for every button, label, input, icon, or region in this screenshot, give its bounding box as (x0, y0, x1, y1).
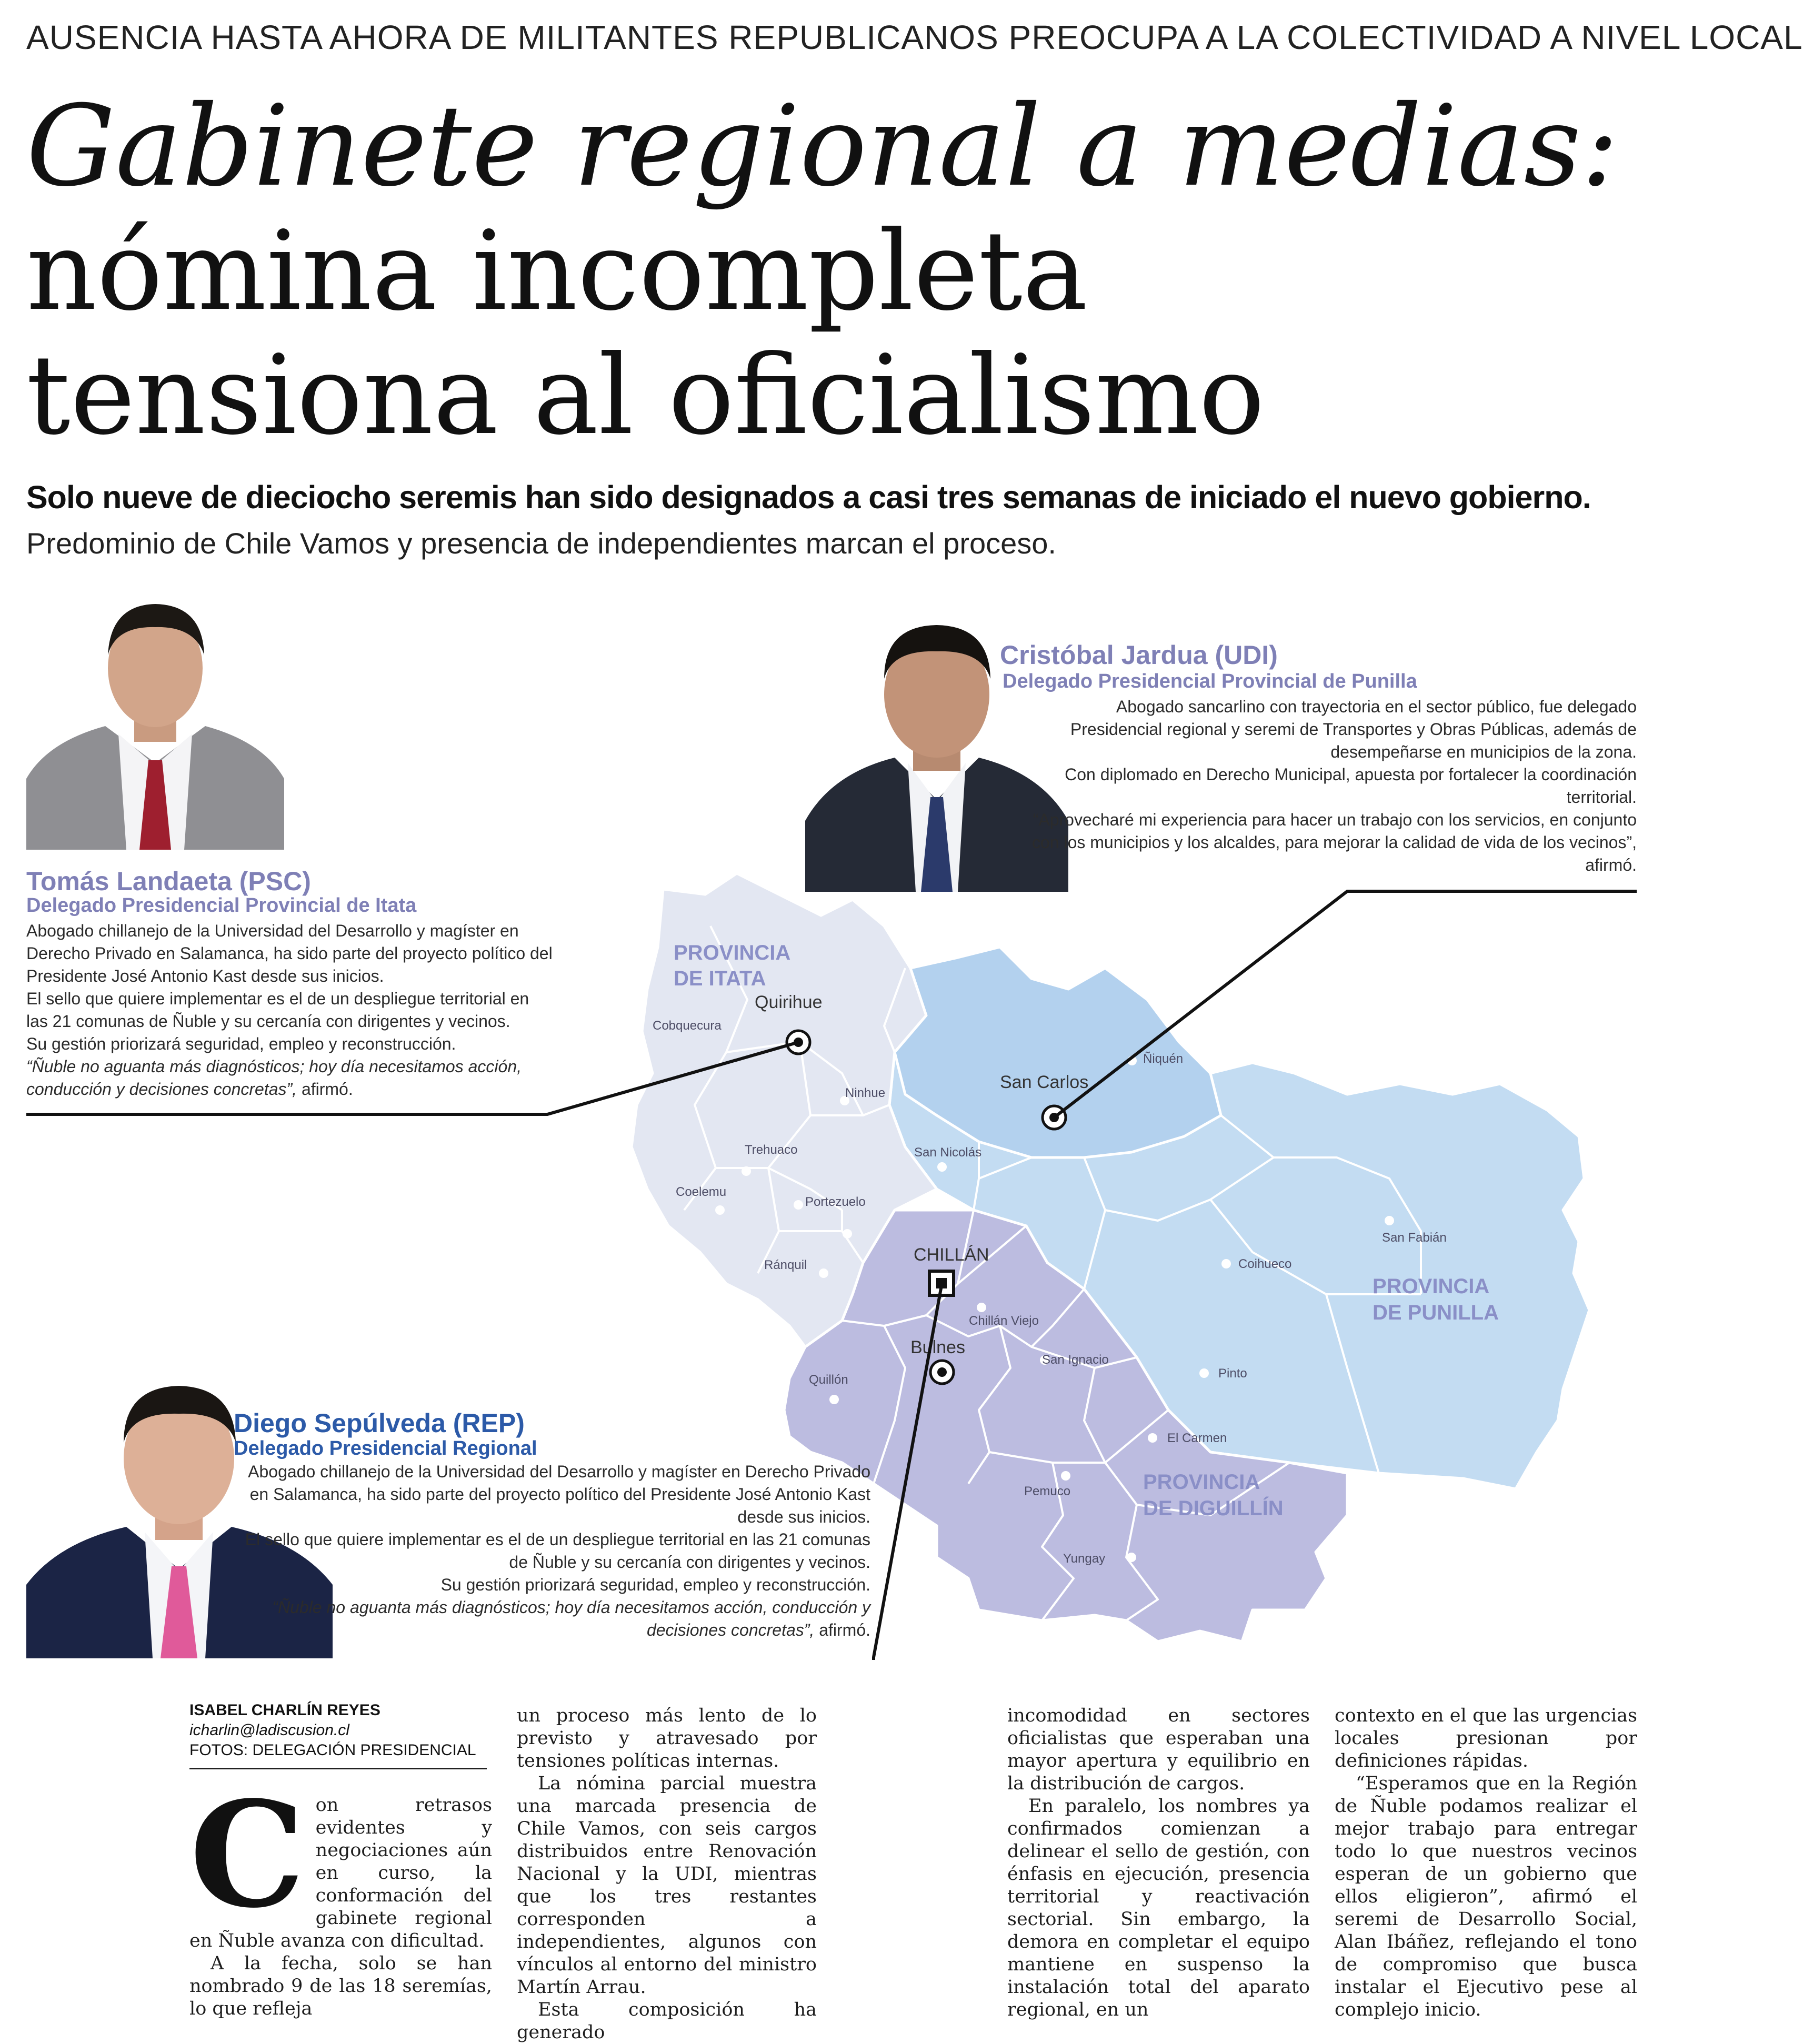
kicker: AUSENCIA HASTA AHORA DE MILITANTES REPUBLICANOS PREOCUPA A LA COLECTIVIDAD A NIVEL LOCAL (26, 18, 1803, 56)
article-col4-p1: contexto en el que las urgencias locales presionan por definiciones rápidas. (1335, 1705, 1637, 1771)
drop-cap: C (189, 1770, 305, 1940)
article-column-1 (189, 1770, 492, 2020)
sepulveda-quote-tail: afirmó. (814, 1620, 870, 1639)
article-col4-p2: “Esperamos que en la Región de Ñuble podamos realizar el mejor trabajo para entregar todo lo que nuestros vecinos esperan de un gobierno que ellos eligieron”, afirmó el seremi de Desarrollo Social, Alan Ibáñez, reflejando el tono de compromiso que busca instalar el Ejecutivo pese al complejo inicio. (1335, 1773, 1637, 2020)
article-col1-lead: on retrasos evidentes y negociaciones aún en curso, la conformación del gabinete regional en Ñuble avanza con dificultad. (189, 1795, 492, 1951)
headline-line-1: Gabinete regional a medias: (26, 81, 1619, 211)
article-column-4 (1335, 1705, 1637, 2021)
diguillin-label-2: DE DIGUILLÍN (1143, 1497, 1284, 1520)
lead-bold: Solo nueve de dieciocho seremis han sido designados a casi tres semanas de iniciado el nuevo gobierno. (26, 479, 1591, 515)
article-column-2 (517, 1705, 817, 2044)
landaeta-bio (26, 920, 553, 1101)
label-san-ignacio: San Ignacio (1042, 1353, 1109, 1367)
article-col2-p3: Esta composición ha generado (517, 1999, 817, 2043)
byline-photos: FOTOS: DELEGACIÓN PRESIDENCIAL (189, 1741, 476, 1759)
landaeta-bio-3: Su gestión priorizará seguridad, empleo y reconstrucción. (26, 1034, 456, 1053)
jardua-bio-1: Abogado sancarlino con trayectoria en el sector público, fue delegado Presidencial regional y seremi de Transportes y Obras Públicas, además de desempeñarse en municipios de la zona. (1070, 697, 1637, 761)
byline-rule (189, 1768, 487, 1769)
label-bulnes: Bulnes (910, 1337, 965, 1357)
label-pinto: Pinto (1218, 1366, 1247, 1381)
label-san-nicolas: San Nicolás (914, 1145, 982, 1160)
headline-line-3: tensiona al oficialismo (26, 332, 1265, 459)
jardua-name: Cristóbal Jardua (UDI) (1000, 640, 1278, 670)
byline-email: icharlin@ladiscusion.cl (189, 1721, 349, 1739)
label-chillan: CHILLÁN (914, 1245, 989, 1265)
jardua-bio-2: Con diplomado en Derecho Municipal, apuesta por fortalecer la coordinación territorial. (1065, 765, 1637, 807)
article-col3-p2: En paralelo, los nombres ya confirmados comienzan a delinear el sello de gestión, con énfasis en ejecución, presencia territorial y reactivación sectorial. Sin embargo, la demora en completar el equipo mantiene en suspenso la instalación total del aparato regional, en un (1007, 1796, 1310, 2020)
article-col2-p1: un proceso más lento de lo previsto y atravesado por tensiones políticas internas. (517, 1705, 817, 1771)
label-niquen: Ñiquén (1143, 1052, 1184, 1066)
jardua-role: Delegado Presidencial Provincial de Punilla (1003, 670, 1417, 692)
lead-regular: Predominio de Chile Vamos y presencia de independientes marcan el proceso. (26, 527, 1056, 560)
label-san-carlos: San Carlos (1000, 1072, 1089, 1092)
label-quillon: Quillón (809, 1373, 848, 1387)
sepulveda-bio-3: Su gestión priorizará seguridad, empleo y reconstrucción. (440, 1575, 870, 1594)
headline-line-2: nómina incompleta (26, 208, 1088, 335)
label-yungay: Yungay (1063, 1552, 1106, 1566)
label-ninhue: Ninhue (845, 1086, 886, 1100)
article-col2-p2: La nómina parcial muestra una marcada presencia de Chile Vamos, con seis cargos distribuidos entre Renovación Nacional y la UDI, mientras que los tres restantes corresponden a independientes, algunos con vínculos al entorno del ministro Martín Arrau. (517, 1773, 817, 1998)
label-quirihue: Quirihue (755, 992, 823, 1012)
landaeta-role: Delegado Presidencial Provincial de Itata (26, 894, 417, 917)
itata-label-2: DE ITATA (674, 967, 766, 990)
sepulveda-quote: “Ñuble no aguanta más diagnósticos; hoy día necesitamos acción, conducción y decisiones concretas”, (272, 1598, 870, 1639)
article-column-3 (1007, 1705, 1310, 2021)
label-trehuaco: Trehuaco (745, 1143, 798, 1157)
sepulveda-bio (234, 1461, 870, 1642)
photo-tomas-landaeta (26, 584, 284, 850)
label-coelemu: Coelemu (676, 1185, 727, 1199)
article-col3-p1: incomodidad en sectores oficialistas que esperaban una mayor apertura y equilibrio en la distribución de cargos. (1007, 1705, 1310, 1794)
sepulveda-bio-1: Abogado chillanejo de la Universidad del Desarrollo y magíster en Derecho Privado en Salamanca, ha sido parte del proyecto político del Presidente José Antonio Kast desde sus inicios. (248, 1462, 870, 1526)
landaeta-quote-tail: afirmó. (297, 1080, 353, 1099)
byline (189, 1700, 476, 1760)
diguillin-label-1: PROVINCIA (1143, 1471, 1260, 1494)
landaeta-name: Tomás Landaeta (PSC) (26, 867, 311, 896)
label-coihueco: Coihueco (1238, 1257, 1292, 1271)
jardua-bio-3: “Aprovecharé mi experiencia para hacer un trabajo con los servicios, en conjunto con los municipios y los alcaldes, para mejorar la calidad de vida de los vecinos”, afirmó. (1031, 810, 1637, 874)
label-portezuelo: Portezuelo (805, 1195, 866, 1209)
punilla-label-1: PROVINCIA (1373, 1275, 1490, 1298)
landaeta-bio-1: Abogado chillanejo de la Universidad del Desarrollo y magíster en Derecho Privado en Salamanca, ha sido parte del proyecto político del Presidente José Antonio Kast desde sus inicios. (26, 921, 553, 985)
landaeta-quote: “Ñuble no aguanta más diagnósticos; hoy día necesitamos acción, conducción y decisiones concretas”, (26, 1057, 522, 1099)
label-el-carmen: El Carmen (1167, 1431, 1227, 1445)
sepulveda-bio-2: El sello que quiere implementar es el de un despliegue territorial en las 21 comunas de Ñuble y su cercanía con dirigentes y vecinos. (245, 1530, 870, 1572)
sepulveda-name: Diego Sepúlveda (REP) (234, 1408, 525, 1438)
jardua-bio (1031, 696, 1637, 877)
label-cobquecura: Cobquecura (653, 1019, 722, 1033)
itata-label-1: PROVINCIA (674, 941, 791, 964)
label-chillan-viejo: Chillán Viejo (969, 1314, 1039, 1328)
punilla-label-2: DE PUNILLA (1373, 1301, 1499, 1324)
sepulveda-role: Delegado Presidencial Regional (234, 1437, 537, 1459)
label-san-fabian: San Fabián (1382, 1231, 1447, 1245)
label-ranquil: Ránquil (764, 1258, 807, 1272)
bulnes-marker (930, 1361, 954, 1384)
landaeta-bio-2: El sello que quiere implementar es el de un despliegue territorial en las 21 comunas de Ñuble y su cercanía con dirigentes y vecinos. (26, 989, 529, 1031)
label-pemuco: Pemuco (1024, 1484, 1071, 1498)
byline-author: ISABEL CHARLÍN REYES (189, 1701, 380, 1719)
article-col1-p2: A la fecha, solo se han nombrado 9 de las 18 seremías, lo que refleja (189, 1953, 492, 2019)
